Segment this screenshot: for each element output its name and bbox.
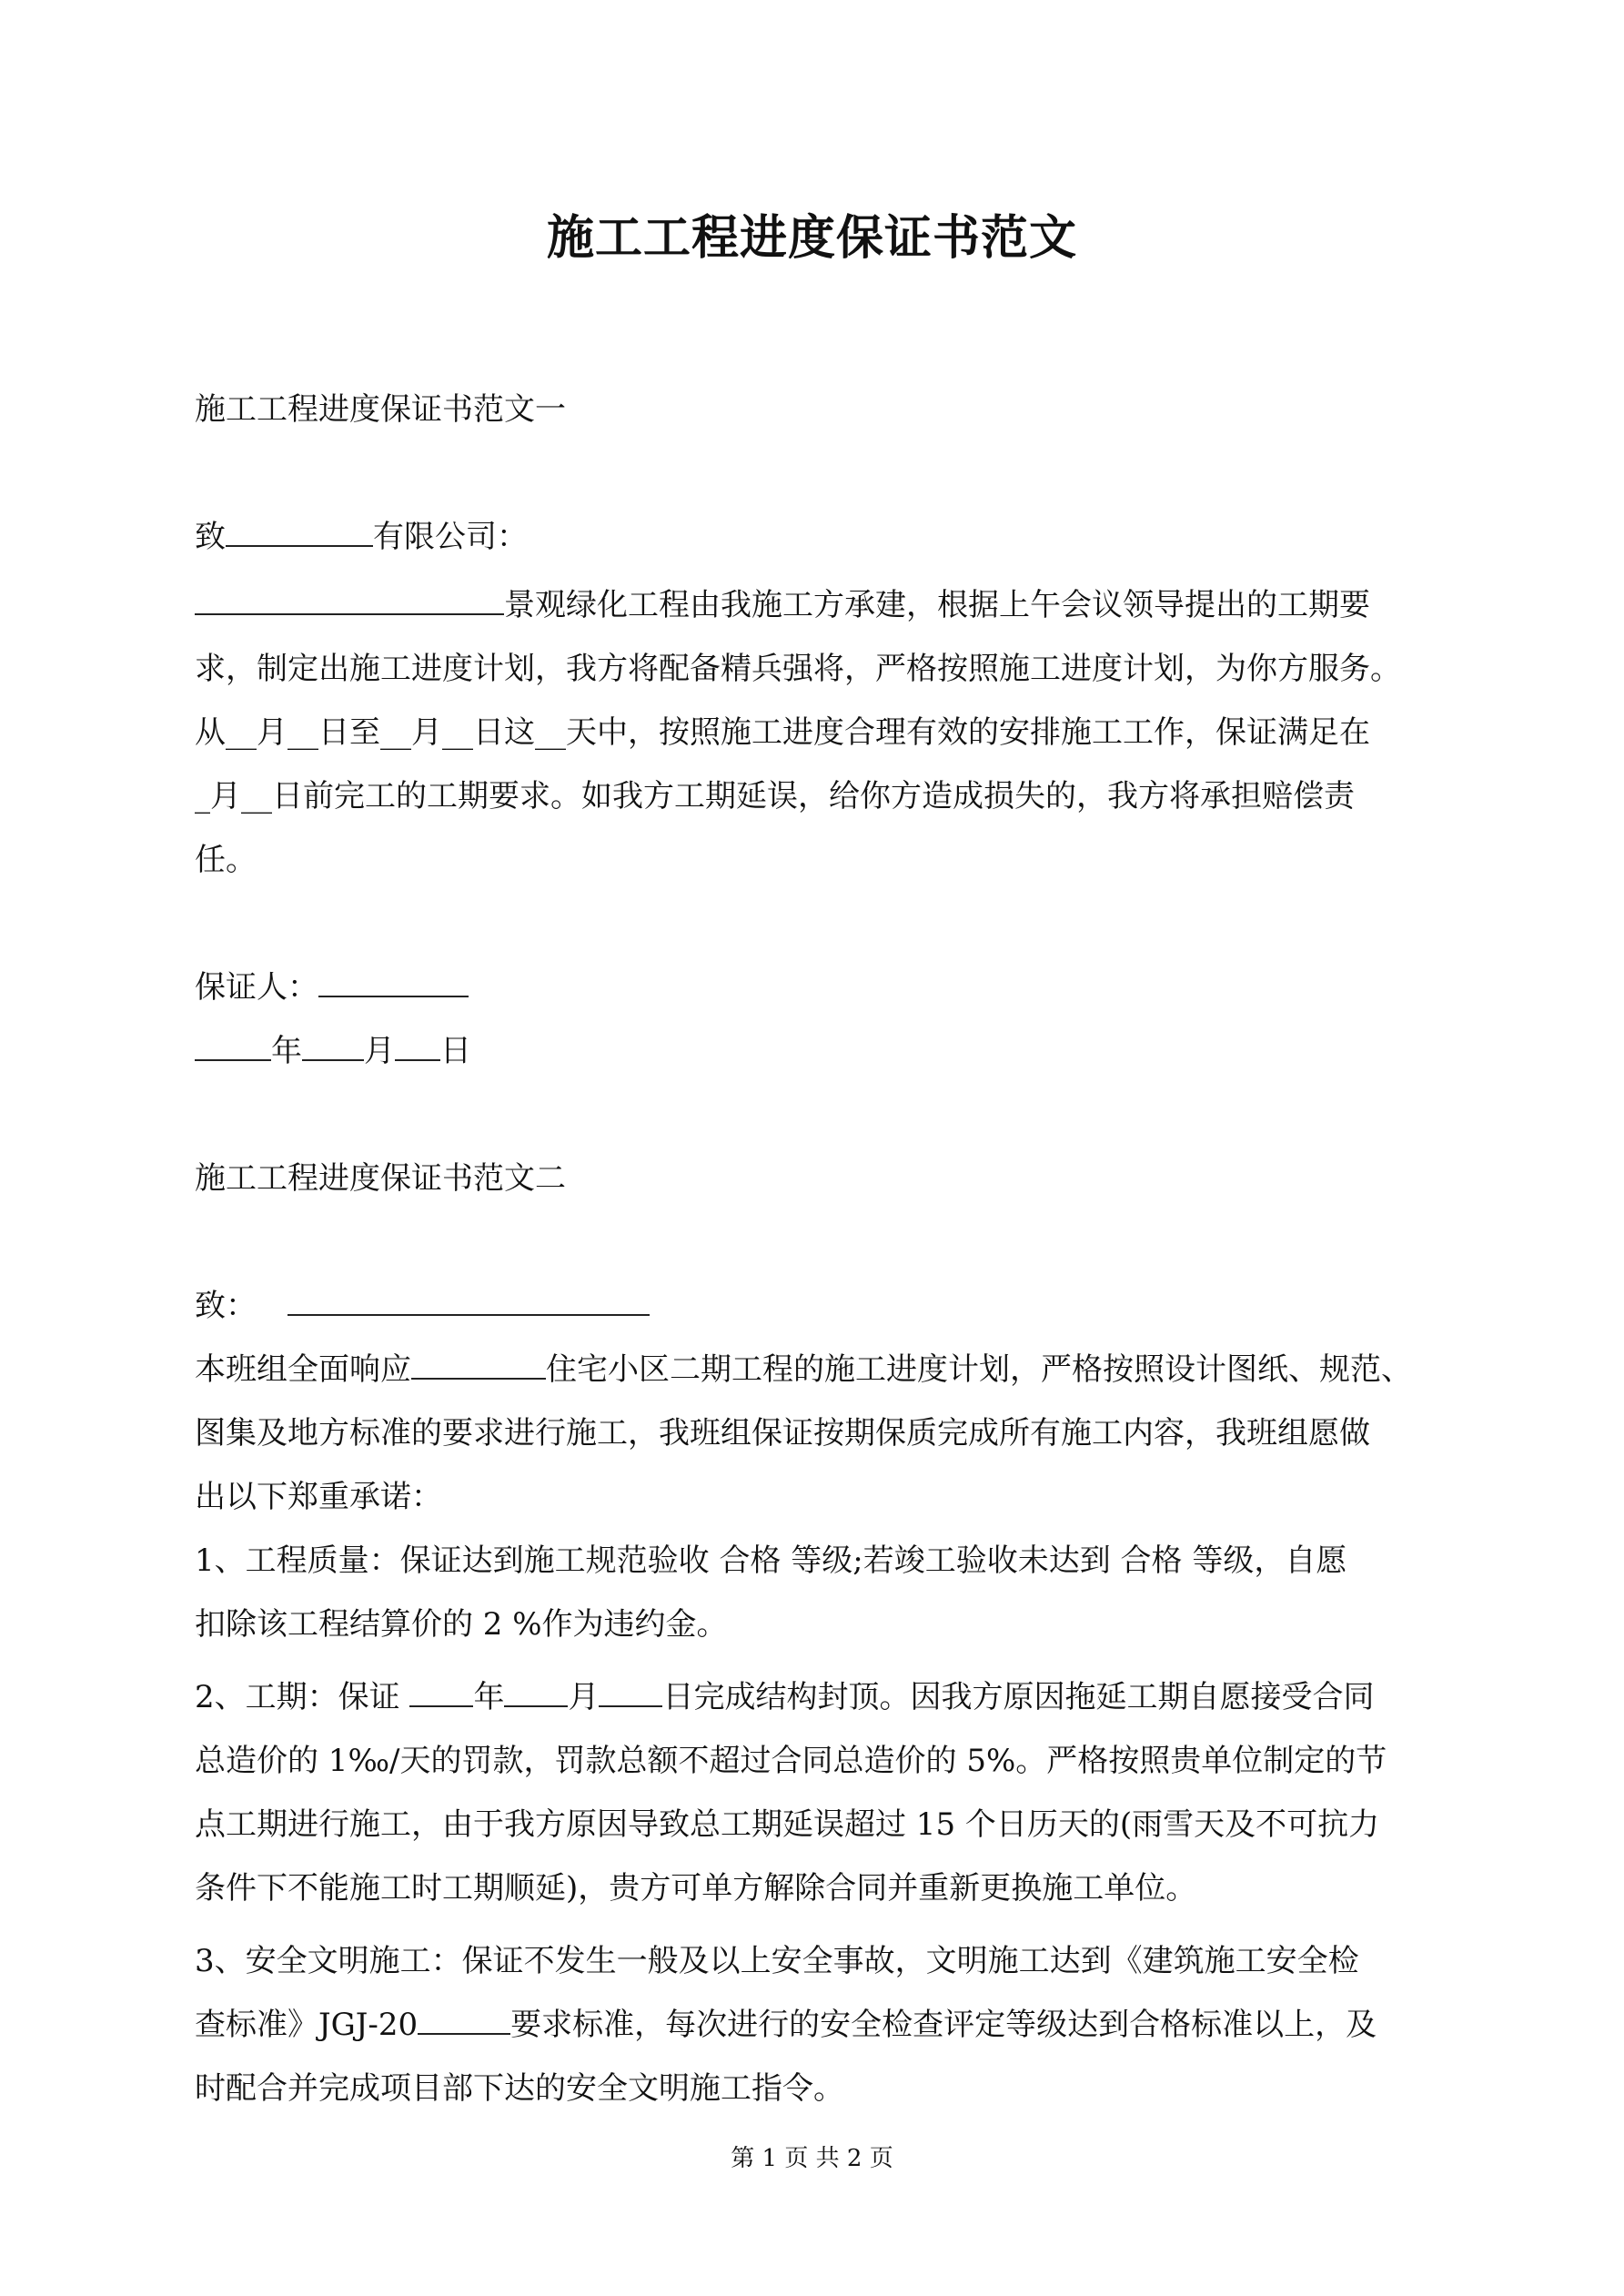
guarantor-label: 保证人： — [195, 969, 318, 1006]
intro-end: 住宅小区二期工程的施工进度计划，严格按照设计图纸、规范、 — [546, 1351, 1412, 1388]
project-blank — [195, 586, 504, 615]
guarantor-blank — [318, 968, 469, 997]
date-day: 日 — [440, 1033, 471, 1069]
body-line-1 — [195, 582, 1441, 628]
addressee-blank — [287, 1287, 650, 1316]
schedule-clause-line-3: 点工期进行施工，由于我方原因导致总工期延误超过 15 个日历天的(雨雪天及不可抗力 — [195, 1806, 1380, 1843]
quality-clause-line-1: 1、工程质量：保证达到施工规范验收 合格 等级;若竣工验收未达到 合格 等级，自愿 — [195, 1542, 1347, 1579]
section-heading-2: 施工工程进度保证书范文二 — [195, 1160, 566, 1197]
body-line-4: _月__日前完工的工期要求。如我方工期延误，给你方造成损失的，我方将承担赔偿责 — [195, 778, 1355, 814]
safety-clause-line-2 — [195, 2002, 1441, 2048]
safety-clause-line-1: 3、安全文明施工：保证不发生一般及以上安全事故，文明施工达到《建筑施工安全检 — [195, 1943, 1359, 1979]
month-blank — [302, 1032, 364, 1061]
item2-month-blank — [504, 1678, 568, 1707]
day-blank — [395, 1032, 440, 1061]
intro-line — [195, 1347, 1441, 1392]
year-blank — [195, 1032, 271, 1061]
body-line-3: 从__月__日至__月__日这__天中，按照施工进度合理有效的安排施工工作，保证满足在 — [195, 714, 1370, 751]
body-line-5: 任。 — [195, 842, 257, 878]
sample2-line-3: 出以下郑重承诺： — [195, 1479, 442, 1515]
addressee-line-2 — [195, 1283, 1441, 1329]
item2-end: 日完成结构封顶。因我方原因拖延工期自愿接受合同 — [662, 1679, 1375, 1715]
quality-clause-line-2: 扣除该工程结算价的 2 %作为违约金。 — [195, 1606, 728, 1643]
body-line-1-text: 景观绿化工程由我施工方承建，根据上午会议领导提出的工期要 — [504, 587, 1370, 623]
document-title: 施工工程进度保证书范文 — [546, 210, 1077, 266]
project-name-blank — [411, 1350, 546, 1380]
to-label: 致： — [195, 1288, 257, 1324]
sample2-line-2: 图集及地方标准的要求进行施工，我班组保证按期保质完成所有施工内容，我班组愿做 — [195, 1415, 1370, 1451]
guarantor-line — [195, 965, 1441, 1010]
page-footer: 第 1 页 共 2 页 — [731, 2145, 893, 2172]
to-suffix: 有限公司： — [373, 519, 528, 555]
date-year: 年 — [271, 1033, 302, 1069]
schedule-clause-line-4: 条件下不能施工时工期顺延)，贵方可单方解除合同并重新更换施工单位。 — [195, 1870, 1197, 1907]
company-blank — [226, 518, 373, 547]
schedule-clause-line-1 — [195, 1674, 1441, 1720]
item2-year-blank — [409, 1678, 473, 1707]
addressee-line-1 — [195, 514, 1441, 560]
item3-b-end: 要求标准，每次进行的安全检查评定等级达到合格标准以上，及 — [510, 2007, 1377, 2043]
schedule-clause-line-2: 总造价的 1‰/天的罚款，罚款总额不超过合同总造价的 5%。严格按照贵单位制定的节 — [195, 1743, 1387, 1779]
intro-start: 本班组全面响应 — [195, 1351, 411, 1388]
item2-month: 月 — [568, 1679, 600, 1715]
date-month: 月 — [364, 1033, 395, 1069]
to-prefix: 致 — [195, 519, 226, 555]
item2-year: 年 — [473, 1679, 505, 1715]
standard-year-blank — [418, 2006, 510, 2035]
item2-start: 2、工期：保证 — [195, 1679, 410, 1715]
safety-clause-line-3: 时配合并完成项目部下达的安全文明施工指令。 — [195, 2070, 844, 2107]
body-line-2: 求，制定出施工进度计划，我方将配备精兵强将，严格按照施工进度计划，为你方服务。 — [195, 651, 1401, 687]
section-heading-1: 施工工程进度保证书范文一 — [195, 391, 566, 428]
item2-day-blank — [599, 1678, 662, 1707]
date-line — [195, 1028, 1441, 1074]
item3-b-start: 查标准》JGJ-20 — [195, 2007, 419, 2043]
